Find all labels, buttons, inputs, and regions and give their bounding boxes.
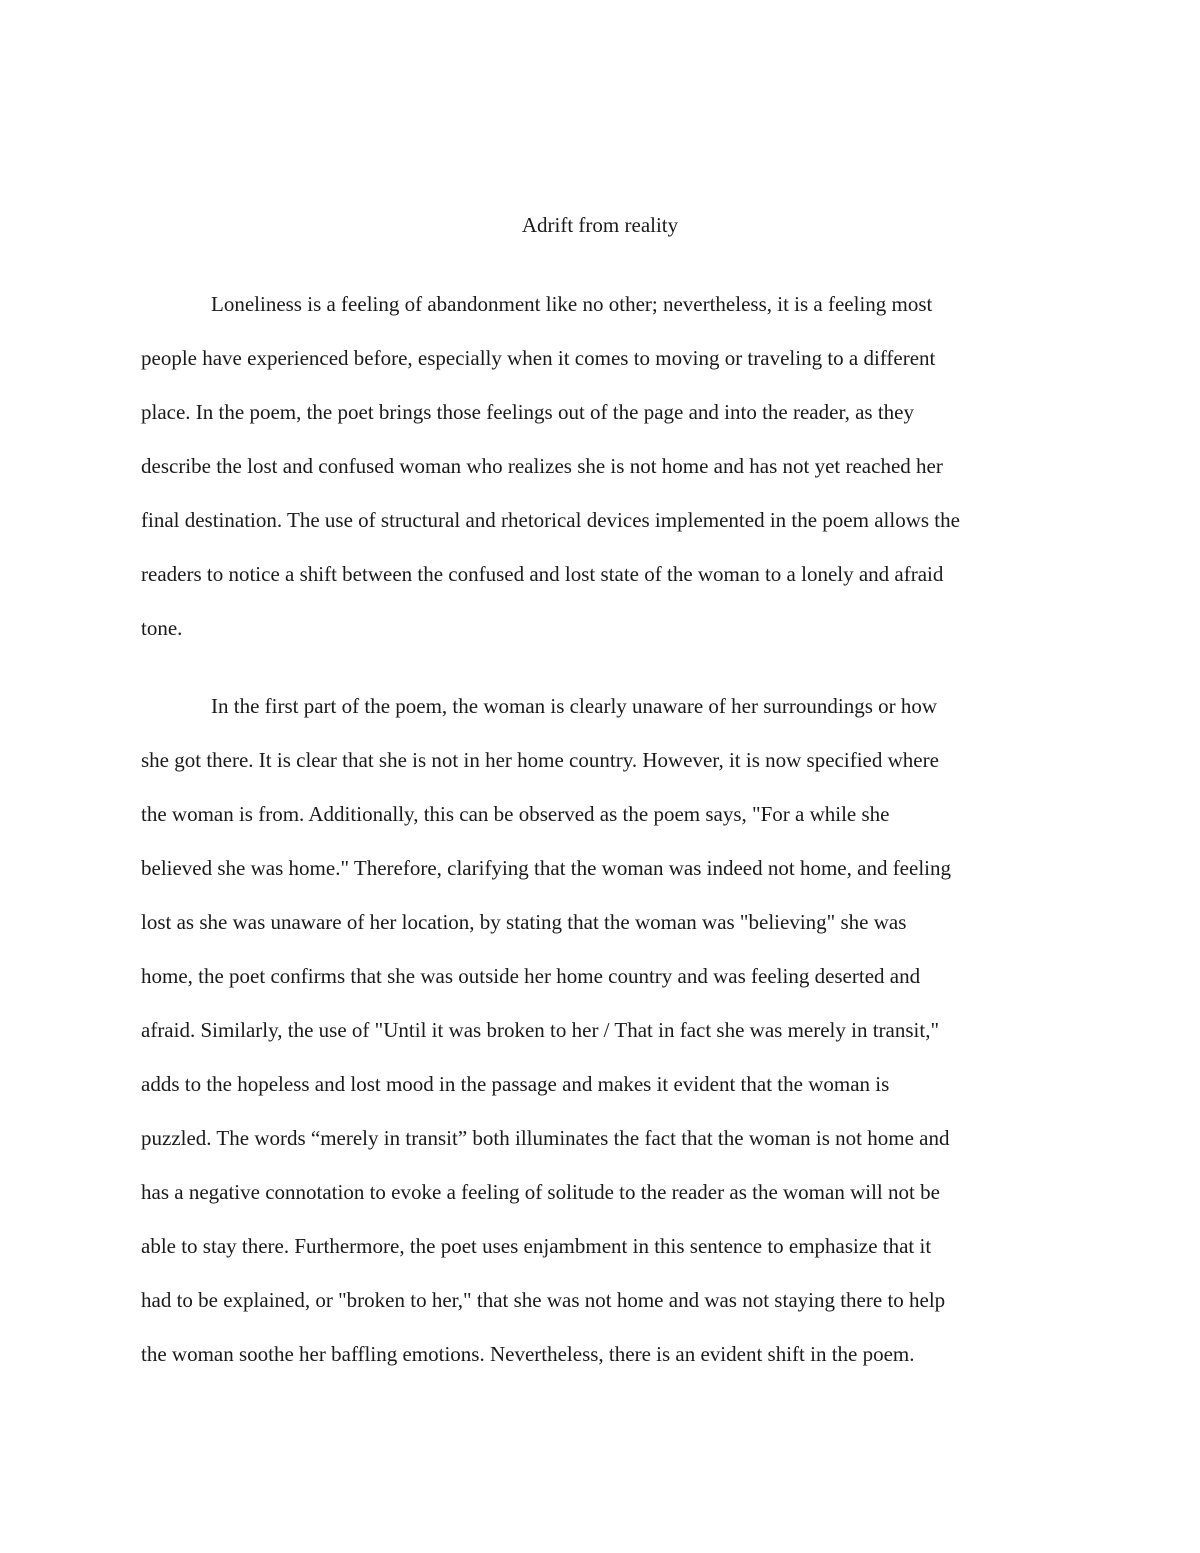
paragraph-2-line-1: In the first part of the poem, the woman is clearly unaware of her surroundings or how bbox=[211, 694, 938, 718]
paragraph-1-line-1: Loneliness is a feeling of abandonment like no other; nevertheless, it is a feeling most bbox=[211, 292, 933, 316]
paragraph-2-line-9: puzzled. The words “merely in transit” both illuminates the fact that the woman is not home and bbox=[141, 1126, 950, 1150]
document-title: Adrift from reality bbox=[521, 213, 679, 237]
paragraph-1-line-5: final destination. The use of structural and rhetorical devices implemented in the poem allows the bbox=[141, 508, 960, 532]
paragraph-2-line-10: has a negative connotation to evoke a feeling of solitude to the reader as the woman will not be bbox=[141, 1180, 940, 1204]
paragraph-1-line-4: describe the lost and confused woman who realizes she is not home and has not yet reached her bbox=[141, 454, 943, 478]
paragraph-2-line-6: home, the poet confirms that she was outside her home country and was feeling deserted and bbox=[141, 964, 921, 988]
paragraph-2-line-5: lost as she was unaware of her location, by stating that the woman was "believing" she was bbox=[141, 910, 907, 934]
paragraph-2-line-7: afraid. Similarly, the use of "Until it was broken to her / That in fact she was merely in transit," bbox=[141, 1018, 940, 1042]
paragraph-2-line-12: had to be explained, or "broken to her," that she was not home and was not staying there to help bbox=[141, 1288, 946, 1312]
paragraph-2-line-3: the woman is from. Additionally, this can be observed as the poem says, "For a while she bbox=[141, 802, 890, 826]
paragraph-1-line-2: people have experienced before, especially when it comes to moving or traveling to a different bbox=[141, 346, 936, 370]
paragraph-2-line-11: able to stay there. Furthermore, the poet uses enjambment in this sentence to emphasize that it bbox=[141, 1234, 932, 1258]
paragraph-1-line-3: place. In the poem, the poet brings those feelings out of the page and into the reader, as they bbox=[141, 400, 914, 424]
paragraph-1-line-7: tone. bbox=[141, 616, 183, 640]
paragraph-2-line-2: she got there. It is clear that she is not in her home country. However, it is now specified where bbox=[141, 748, 939, 772]
paragraph-1-line-6: readers to notice a shift between the confused and lost state of the woman to a lonely and afraid bbox=[141, 562, 944, 586]
paragraph-2-line-4: believed she was home." Therefore, clarifying that the woman was indeed not home, and feeling bbox=[141, 856, 951, 880]
paragraph-2-line-13: the woman soothe her baffling emotions. Nevertheless, there is an evident shift in the poem. bbox=[141, 1342, 915, 1366]
paragraph-2-line-8: adds to the hopeless and lost mood in the passage and makes it evident that the woman is bbox=[141, 1072, 890, 1096]
